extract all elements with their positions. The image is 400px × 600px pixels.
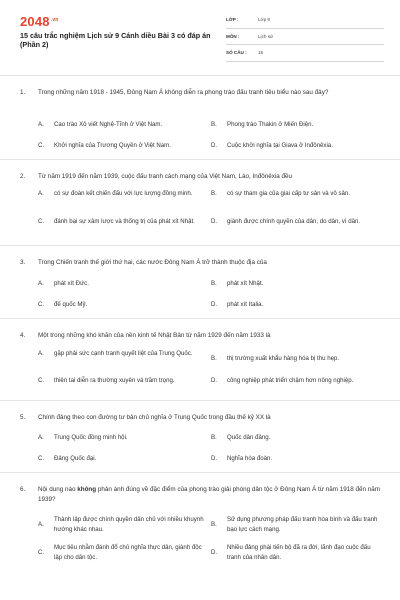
question-1	[0, 75, 400, 160]
meta-row-class	[226, 12, 384, 29]
option-c[interactable]	[38, 217, 204, 227]
question-text-part: Nội dung nào	[38, 486, 78, 493]
question-text	[38, 413, 382, 423]
option-text: Phong trào Thakin ở Miến Điện.	[227, 121, 314, 128]
option-letter: D.	[211, 548, 218, 556]
option-a[interactable]	[38, 515, 204, 534]
meta-value: Lớp 9	[258, 17, 270, 23]
option-text: đế quốc Mỹ.	[54, 301, 88, 308]
option-text: Nhiều đảng phái tiến bộ đã ra đời, lãnh đạo cuộc đấu tranh của nhân dân.	[227, 544, 371, 561]
question-stem	[20, 413, 382, 423]
option-letter: A.	[38, 190, 44, 197]
question-3	[0, 245, 400, 318]
question-text	[38, 331, 382, 341]
question-text-part: phản ánh đúng về đặc điểm của phong trào giải phóng dân tộc ở Đông Nam Á từ năm 1918 đến năm 1939?	[38, 486, 380, 503]
option-a[interactable]	[38, 349, 204, 359]
option-b[interactable]	[211, 433, 382, 443]
option-text: Trung Quốc đồng minh hội.	[54, 434, 128, 441]
question-text	[38, 88, 382, 98]
option-letter: C.	[38, 377, 45, 384]
option-text: Sử dụng phương pháp đấu tranh hòa bình và đấu tranh bạo lực cách mạng.	[227, 516, 378, 533]
option-b[interactable]	[211, 189, 382, 199]
option-a[interactable]	[38, 120, 204, 130]
option-letter: B.	[211, 280, 217, 287]
question-text-part: Trong những năm 1918 - 1945, Đông Nam Á không diễn ra phong trào đấu tranh tiêu biểu nào sau đây?	[38, 89, 329, 96]
question-stem	[20, 485, 382, 505]
meta-row-subject	[226, 29, 384, 46]
option-text: gặp phải sức cạnh tranh quyết liệt của Trung Quốc.	[54, 350, 193, 357]
option-text: có sự tham gia của giai cấp tư sản và vô sản.	[227, 190, 350, 197]
option-text: Cuộc khởi nghĩa tại Giava ở Inđônêxia.	[227, 142, 333, 149]
option-text: giành được chính quyền của dân, do dân, vì dân.	[227, 218, 361, 225]
question-4	[0, 318, 400, 400]
option-d[interactable]	[211, 300, 382, 310]
option-letter: D.	[211, 218, 218, 225]
option-text: phát xít Italia.	[227, 301, 264, 308]
question-number: 6.	[20, 486, 26, 493]
meta-label: SỐ CÂU :	[226, 50, 247, 56]
option-a[interactable]	[38, 189, 204, 199]
option-text: phát xít Đức.	[54, 280, 89, 287]
option-letter: C.	[38, 218, 45, 225]
option-text: Thành lập được chính quyền dân chủ với nhiều khuynh hướng khác nhau.	[54, 516, 204, 533]
question-stem	[20, 88, 382, 98]
question-number: 4.	[20, 332, 26, 339]
question-text	[38, 485, 382, 505]
option-text: phát xít Nhật.	[227, 280, 264, 287]
option-text: đánh bại sự xâm lược và thống trị của phát xít Nhật.	[54, 218, 195, 225]
question-text	[38, 172, 382, 182]
option-text: thiên tai diễn ra thường xuyên và trầm trọng.	[54, 377, 175, 384]
question-5	[0, 400, 400, 472]
option-letter: A.	[38, 520, 44, 528]
option-letter: A.	[38, 350, 44, 357]
option-b[interactable]	[211, 354, 382, 364]
document-header	[0, 0, 400, 66]
option-letter: D.	[211, 142, 218, 149]
question-number: 5.	[20, 414, 26, 421]
option-text: Nghĩa hòa đoàn.	[227, 455, 273, 462]
meta-label: LỚP :	[226, 17, 239, 23]
option-a[interactable]	[38, 433, 204, 443]
option-d[interactable]	[211, 454, 382, 464]
question-2	[0, 159, 400, 245]
question-stem	[20, 258, 382, 268]
site-logo[interactable]	[20, 14, 59, 29]
question-number: 3.	[20, 259, 26, 266]
option-b[interactable]	[211, 279, 382, 289]
option-text: Cao trào Xô viết Nghệ-Tĩnh ở Việt Nam.	[54, 121, 163, 128]
option-d[interactable]	[211, 217, 382, 227]
option-letter: B.	[211, 190, 217, 197]
option-b[interactable]	[211, 120, 382, 130]
option-d[interactable]	[211, 141, 382, 151]
question-number: 1.	[20, 89, 26, 96]
question-text-part: Một trong những khó khăn của nền kinh tế Nhật Bản từ năm 1929 đến năm 1933 là	[38, 332, 271, 339]
question-emphasis: không	[77, 486, 97, 493]
option-c[interactable]	[38, 376, 204, 386]
question-text-part: Chính đảng theo con đường tư bản chủ nghĩa ở Trung Quốc trong đầu thế kỷ XX là	[38, 414, 271, 421]
option-b[interactable]	[211, 515, 382, 534]
option-letter: B.	[211, 355, 217, 362]
meta-box	[226, 12, 384, 62]
option-a[interactable]	[38, 279, 204, 289]
option-text: Đảng Quốc đại.	[54, 455, 97, 462]
option-c[interactable]	[38, 141, 204, 151]
option-letter: A.	[38, 121, 44, 128]
meta-row-count	[226, 45, 384, 62]
question-text-part: Trong Chiến tranh thế giới thứ hai, các nước Đông Nam Á trở thành thuộc địa của	[38, 259, 267, 266]
option-letter: B.	[211, 434, 217, 441]
option-letter: D.	[211, 301, 218, 308]
option-text: Mục tiêu nhằm đánh đổ chủ nghĩa thực dân, giành độc lập cho dân tộc.	[54, 544, 202, 561]
option-text: thị trường xuất khẩu hàng hóa bị thu hẹp.	[227, 355, 340, 362]
option-letter: C.	[38, 142, 45, 149]
option-letter: C.	[38, 548, 45, 556]
option-c[interactable]	[38, 543, 204, 562]
question-stem	[20, 331, 382, 341]
option-letter: C.	[38, 301, 45, 308]
option-letter: D.	[211, 455, 218, 462]
option-letter: A.	[38, 280, 44, 287]
question-6	[0, 472, 400, 600]
logo-text: 2048	[20, 14, 50, 29]
document-title: 15 câu trắc nghiệm Lịch sử 9 Cánh diều Bài 3 có đáp án (Phần 2)	[20, 31, 211, 49]
logo-suffix: .vn	[50, 16, 59, 23]
option-c[interactable]	[38, 454, 204, 464]
meta-value: 15	[258, 50, 264, 56]
option-letter: B.	[211, 520, 217, 528]
option-letter: B.	[211, 121, 217, 128]
meta-value: Lịch sử	[258, 33, 274, 39]
option-text: Quốc dân đảng.	[227, 434, 271, 441]
meta-label: MÔN :	[226, 33, 240, 39]
option-text: công nghiệp phát triển chậm hơn nông nghiệp.	[227, 377, 354, 384]
option-c[interactable]	[38, 300, 204, 310]
option-text: có sự đoàn kết chiến đấu với lực lượng đồng minh.	[54, 190, 193, 197]
question-text-part: Từ năm 1919 đến năm 1939, cuộc đấu tranh cách mạng của Việt Nam, Lào, Inđônêxia đều	[38, 173, 293, 180]
option-letter: D.	[211, 377, 218, 384]
option-letter: C.	[38, 455, 45, 462]
option-d[interactable]	[211, 543, 382, 562]
option-text: Khởi nghĩa của Trương Quyền ở Việt Nam.	[54, 142, 171, 149]
option-letter: A.	[38, 434, 44, 441]
question-number: 2.	[20, 173, 26, 180]
question-stem	[20, 172, 382, 182]
option-d[interactable]	[211, 376, 382, 386]
question-text	[38, 258, 382, 268]
